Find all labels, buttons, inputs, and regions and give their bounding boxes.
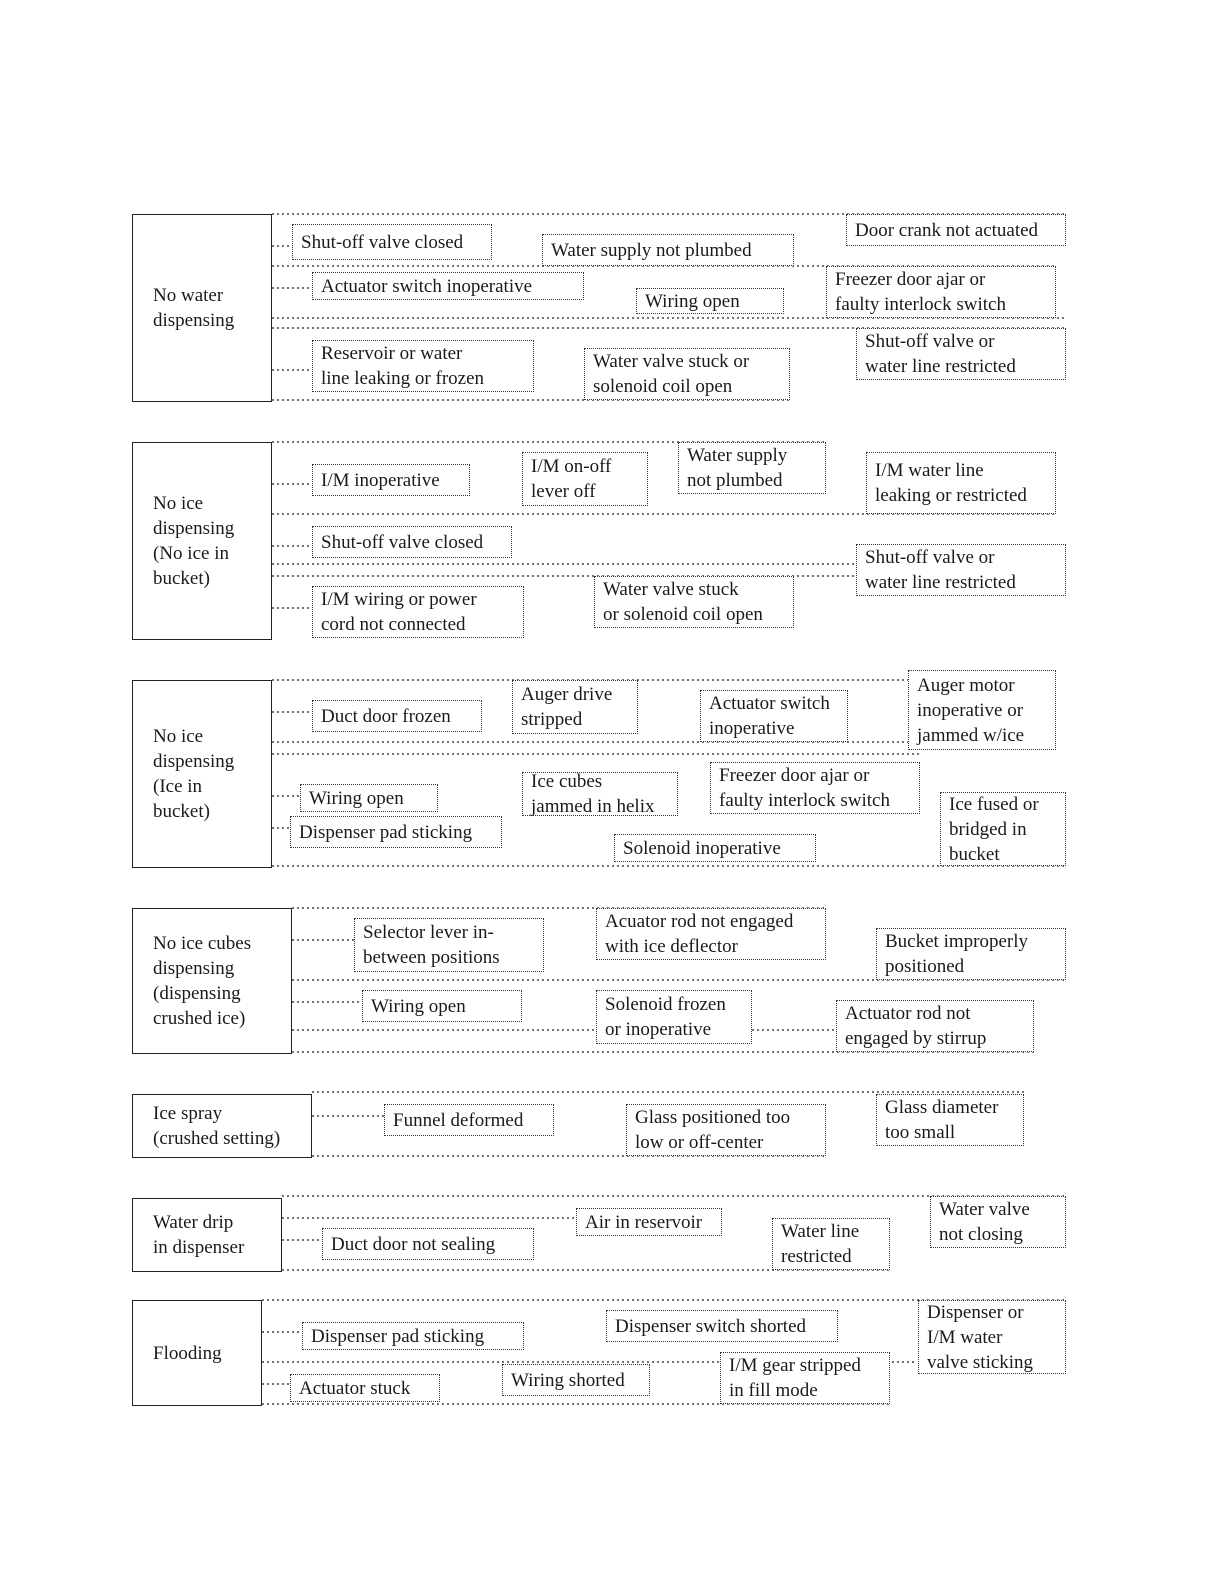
cause-bucket-improperly-positioned: Bucket improperly positioned (876, 928, 1066, 980)
cause-glass-diameter-small: Glass diameter too small (876, 1094, 1024, 1146)
cause-actuator-rod-stirrup: Actuator rod not engaged by stirrup (836, 1000, 1034, 1052)
cause-duct-door-frozen: Duct door frozen (312, 700, 482, 732)
symptom-no-ice-no-bucket-ice: No ice dispensing (No ice in bucket) (132, 442, 272, 640)
cause-ice-cubes-jammed: Ice cubes jammed in helix (522, 772, 678, 816)
symptom-no-ice-cubes: No ice cubes dispensing (dispensing crushed ice) (132, 908, 292, 1054)
symptom-no-ice-ice-in-bucket: No ice dispensing (Ice in bucket) (132, 680, 272, 868)
cause-dispenser-switch-shorted: Dispenser switch shorted (606, 1310, 838, 1342)
cause-water-valve-stuck-2: Water valve stuck or solenoid coil open (594, 576, 794, 628)
cause-im-wiring-power-cord: I/M wiring or power cord not connected (312, 586, 524, 638)
cause-im-water-valve-sticking: Dispenser or I/M water valve sticking (918, 1300, 1066, 1374)
cause-im-water-line-leaking: I/M water line leaking or restricted (866, 452, 1056, 514)
cause-im-gear-stripped: I/M gear stripped in fill mode (720, 1352, 890, 1404)
cause-shutoff-valve-closed: Shut-off valve closed (292, 224, 492, 260)
cause-dispenser-pad-sticking-2: Dispenser pad sticking (302, 1322, 524, 1350)
cause-wiring-open-2: Wiring open (300, 784, 438, 812)
cause-auger-drive-stripped: Auger drive stripped (512, 680, 638, 734)
cause-acuator-rod-deflector: Acuator rod not engaged with ice deflector (596, 908, 826, 960)
cause-water-valve-stuck: Water valve stuck or solenoid coil open (584, 348, 790, 400)
cause-actuator-switch-inoperative: Actuator switch inoperative (312, 272, 584, 300)
cause-actuator-switch-inoperative-2: Actuator switch inoperative (700, 690, 848, 742)
cause-solenoid-inoperative: Solenoid inoperative (614, 834, 816, 862)
symptom-no-water-dispensing: No water dispensing (132, 214, 272, 402)
cause-water-line-restricted: Water line restricted (772, 1218, 890, 1270)
cause-water-valve-not-closing: Water valve not closing (930, 1196, 1066, 1248)
cause-im-inoperative: I/M inoperative (312, 464, 470, 496)
cause-wiring-open-3: Wiring open (362, 990, 522, 1022)
cause-air-in-reservoir: Air in reservoir (576, 1208, 722, 1236)
cause-funnel-deformed: Funnel deformed (384, 1104, 554, 1136)
cause-selector-lever-between: Selector lever in- between positions (354, 918, 544, 972)
cause-water-supply-not-plumbed-2: Water supply not plumbed (678, 442, 826, 494)
cause-wiring-shorted: Wiring shorted (502, 1364, 650, 1396)
cause-water-supply-not-plumbed: Water supply not plumbed (542, 234, 794, 266)
symptom-water-drip: Water drip in dispenser (132, 1198, 282, 1272)
cause-wiring-open: Wiring open (636, 288, 784, 314)
cause-solenoid-frozen: Solenoid frozen or inoperative (596, 990, 752, 1044)
cause-duct-door-not-sealing: Duct door not sealing (322, 1228, 534, 1260)
cause-shutoff-valve-closed-2: Shut-off valve closed (312, 526, 512, 558)
cause-glass-positioned-low: Glass positioned too low or off-center (626, 1104, 826, 1156)
cause-ice-fused-bridged: Ice fused or bridged in bucket (940, 792, 1066, 866)
cause-shutoff-valve-restricted: Shut-off valve or water line restricted (856, 328, 1066, 380)
cause-auger-motor-jammed: Auger motor inoperative or jammed w/ice (908, 670, 1056, 750)
cause-freezer-door-ajar: Freezer door ajar or faulty interlock switch (826, 266, 1056, 318)
cause-freezer-door-ajar-2: Freezer door ajar or faulty interlock switch (710, 762, 920, 814)
cause-im-onoff-lever-off: I/M on-off lever off (522, 452, 648, 506)
cause-shutoff-valve-restricted-2: Shut-off valve or water line restricted (856, 544, 1066, 596)
cause-actuator-stuck: Actuator stuck (290, 1374, 440, 1402)
cause-reservoir-leaking: Reservoir or water line leaking or frozen (312, 340, 534, 392)
symptom-flooding: Flooding (132, 1300, 262, 1406)
cause-dispenser-pad-sticking: Dispenser pad sticking (290, 816, 502, 848)
cause-door-crank-not-actuated: Door crank not actuated (846, 214, 1066, 246)
symptom-ice-spray: Ice spray (crushed setting) (132, 1094, 312, 1158)
